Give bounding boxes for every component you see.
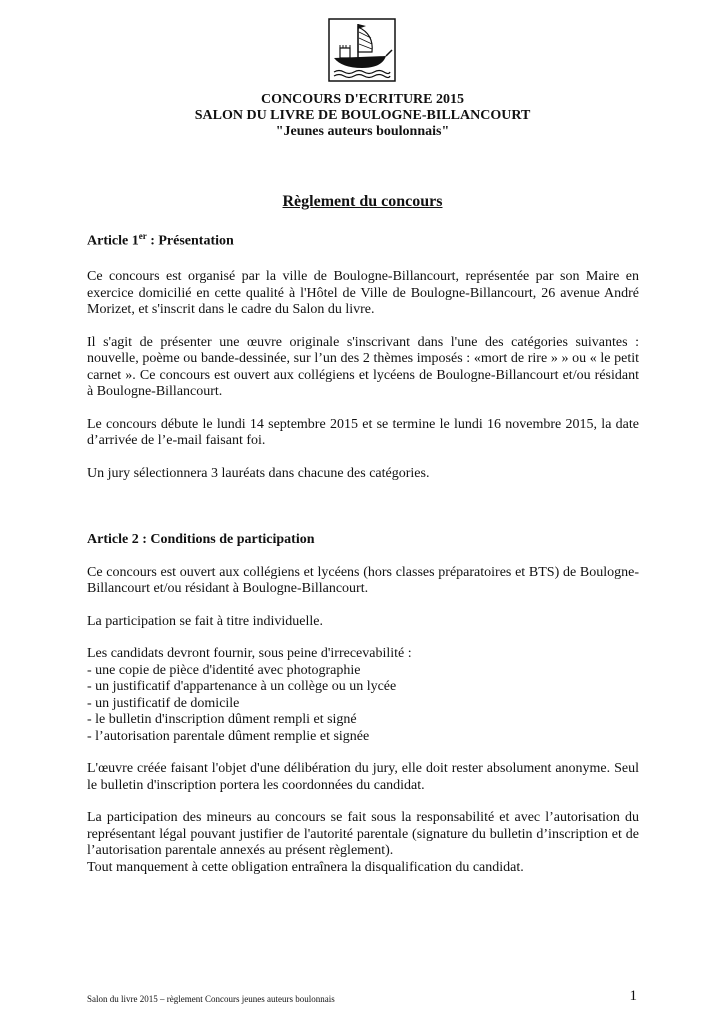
- article-1-paragraph-3: Le concours débute le lundi 14 septembre 2015 et se termine le lundi 16 novembre 2015, la date d’arrivée de l’e-mail faisant foi.: [87, 416, 639, 449]
- article-1-heading-pre: Article 1: [87, 233, 139, 249]
- article-1-paragraph-4: Un jury sélectionnera 3 lauréats dans chacune des catégories.: [87, 465, 430, 481]
- article-2-paragraph-5: Tout manquement à cette obligation entraînera la disqualification du candidat.: [87, 859, 524, 875]
- header-line-3: "Jeunes auteurs boulonnais": [275, 124, 450, 139]
- document-header: [0, 92, 725, 140]
- list-item: - le bulletin d'inscription dûment rempli et signé: [87, 712, 357, 728]
- article-1-heading-post: : Présentation: [146, 233, 234, 249]
- list-item: - l’autorisation parentale dûment remplie et signée: [87, 728, 370, 744]
- header-line-2: SALON DU LIVRE DE BOULOGNE-BILLANCOURT: [194, 108, 531, 123]
- article-2-paragraph-2: La participation se fait à titre individuelle.: [87, 613, 323, 629]
- article-2-heading: Article 2 : Conditions de participation: [87, 532, 315, 548]
- logo: [328, 18, 396, 82]
- page-title: Règlement du concours: [282, 193, 443, 210]
- page-footer: Salon du livre 2015 – règlement Concours jeunes auteurs boulonnais: [87, 994, 335, 1004]
- article-2-list-intro: Les candidats devront fournir, sous peine d'irrecevabilité :: [87, 646, 412, 662]
- article-2-paragraph-3: L'œuvre créée faisant l'objet d'une délibération du jury, elle doit rester absolument anonyme. Seul le bulletin d'inscription portera les coordonnées du candidat.: [87, 761, 639, 793]
- page-number: 1: [629, 988, 637, 1004]
- article-2-paragraph-4: La participation des mineurs au concours se fait sous la responsabilité et avec l’autorisation du représentant légal pouvant justifier de l'autorité parentale (signature du bulletin d’inscription et de l’autorisation parentale annexés au présent règlement).: [87, 810, 639, 859]
- article-1-heading-sup: er: [138, 231, 147, 241]
- document-body: [87, 228, 639, 876]
- article-1-paragraph-2: Il s'agit de présenter une œuvre originale s'inscrivant dans l'une des catégories suivantes : nouvelle, poème ou bande-dessinée, sur l’un des 2 thèmes imposés : «mort de rire » » ou « le petit carnet ». Ce concours est ouvert aux collégiens et lycéens de Boulogne-Billancourt et/ou résidant à Boulogne-Billancourt.: [87, 334, 639, 400]
- list-item: - une copie de pièce d'identité avec photographie: [87, 662, 361, 678]
- ship-emblem-icon: [328, 18, 396, 82]
- list-item: - un justificatif de domicile: [87, 695, 240, 711]
- article-1-heading: [87, 228, 639, 250]
- article-1-paragraph-1: Ce concours est organisé par la ville de Boulogne-Billancourt, représentée par son Maire en exercice domicilié en cette qualité à l'Hôtel de Ville de Boulogne-Billancourt, 26 avenue André Morizet, et s'inscrit dans le cadre du Salon du livre.: [87, 269, 639, 318]
- header-line-1: CONCOURS D'ECRITURE 2015: [260, 92, 465, 107]
- article-2-paragraph-1: Ce concours est ouvert aux collégiens et lycéens (hors classes préparatoires et BTS) de Boulogne-Billancourt et/ou résidant à Boulogne-Billancourt.: [87, 564, 639, 597]
- list-item: - un justificatif d'appartenance à un collège ou un lycée: [87, 679, 397, 695]
